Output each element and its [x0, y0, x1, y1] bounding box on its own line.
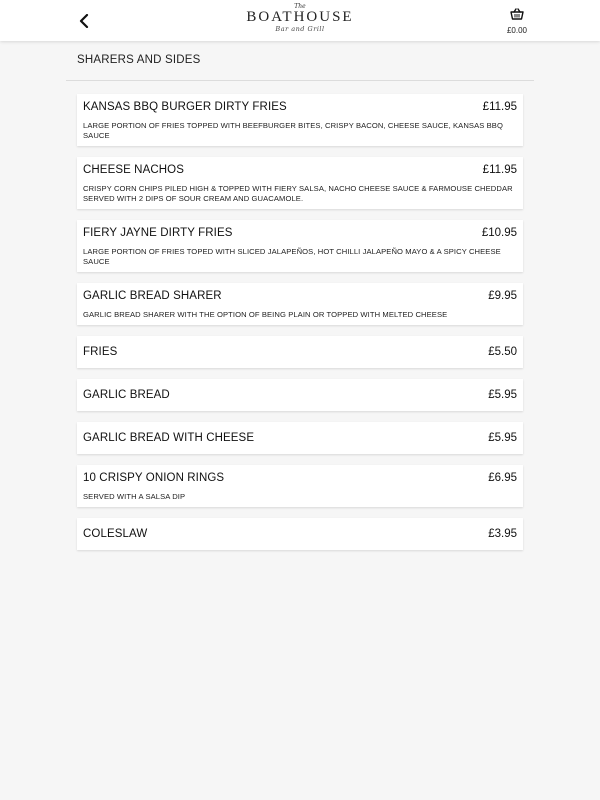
menu-item-price: £9.95 [488, 290, 517, 302]
menu-item-price: £6.95 [488, 472, 517, 484]
menu-item-price: £5.50 [488, 346, 517, 358]
menu-item-name: 10 CRISPY ONION RINGS [83, 472, 225, 484]
menu-item[interactable] [77, 94, 523, 146]
menu-item[interactable] [77, 518, 523, 550]
menu-item-list [66, 81, 534, 550]
basket-button[interactable] [502, 7, 532, 35]
menu-item-name: COLESLAW [83, 528, 148, 540]
menu-item[interactable] [77, 283, 523, 325]
menu-item-name: GARLIC BREAD SHARER [83, 290, 222, 302]
menu-item[interactable] [77, 220, 523, 272]
logo-sub-text: Bar and Grill [275, 25, 325, 33]
menu-item-name: GARLIC BREAD WITH CHEESE [83, 432, 255, 444]
top-bar [0, 0, 600, 41]
menu-item-description: LARGE PORTION OF FRIES TOPPED WITH BEEFBURGER BITES, CRISPY BACON, CHEESE SAUCE, KANSAS BBQ SAUCE [83, 121, 503, 140]
menu-item[interactable] [77, 157, 523, 209]
menu-item-price: £10.95 [481, 227, 517, 239]
menu-item-price: £5.95 [488, 389, 517, 401]
basket-icon [510, 8, 524, 20]
menu-item-description: GARLIC BREAD SHARER WITH THE OPTION OF BEING PLAIN OR TOPPED WITH MELTED CHEESE [83, 310, 448, 319]
menu-item-price: £3.95 [488, 528, 517, 540]
section-title: SHARERS AND SIDES [66, 41, 534, 81]
boathouse-logo[interactable] [240, 2, 360, 38]
basket-total: £0.00 [506, 26, 528, 35]
menu-item[interactable] [77, 379, 523, 411]
menu-item[interactable] [77, 422, 523, 454]
menu-item[interactable] [77, 336, 523, 368]
menu-item-name: GARLIC BREAD [83, 389, 170, 401]
logo-the-text: The [294, 3, 306, 10]
menu-item-name: FRIES [83, 346, 118, 358]
back-button[interactable] [74, 11, 94, 31]
logo-main-text: BOATHOUSE [246, 9, 354, 25]
menu-item-price: £11.95 [482, 101, 517, 113]
chevron-left-icon [79, 14, 89, 28]
menu-content [66, 41, 534, 561]
menu-item-price: £5.95 [488, 432, 517, 444]
menu-item-price: £11.95 [482, 164, 517, 176]
menu-item-name: CHEESE NACHOS [83, 164, 184, 176]
menu-item-description: LARGE PORTION OF FRIES TOPED WITH SLICED JALAPEÑOS, HOT CHILLI JALAPEÑO MAYO & A SPICY CHEESE SAUCE [83, 247, 501, 266]
menu-item[interactable] [77, 465, 523, 507]
menu-item-description: SERVED WITH A SALSA DIP [83, 492, 186, 501]
menu-item-name: KANSAS BBQ BURGER DIRTY FRIES [83, 101, 287, 113]
menu-item-description: CRISPY CORN CHIPS PILED HIGH & TOPPED WITH FIERY SALSA, NACHO CHEESE SAUCE & FARMOUSE CHEDDAR SERVED WITH 2 DIPS OF SOUR CREAM AND GUACAMOLE. [83, 184, 513, 203]
menu-item-name: FIERY JAYNE DIRTY FRIES [83, 227, 233, 239]
